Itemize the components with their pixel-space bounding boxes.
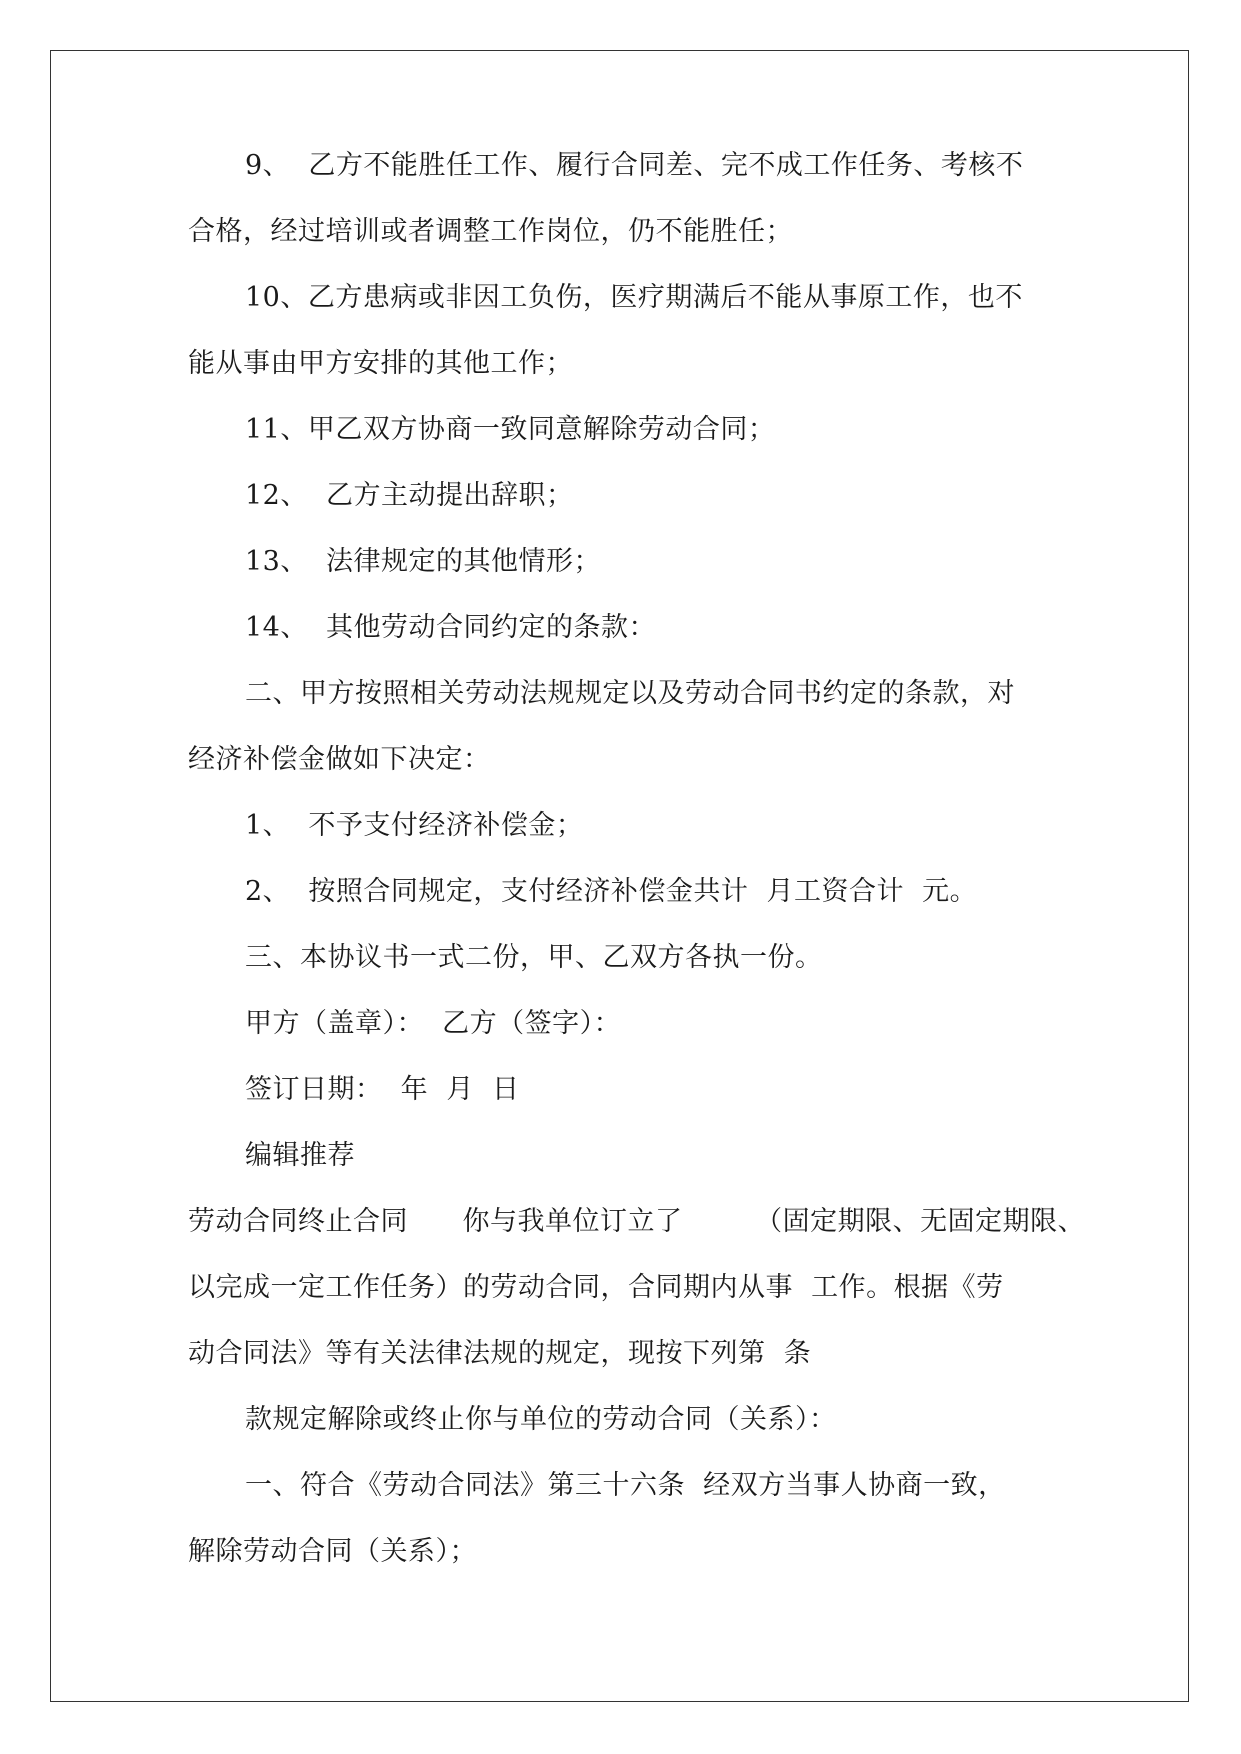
- termination-line-2: 以完成一定工作任务）的劳动合同，合同期内从事 工作。根据《劳: [188, 1272, 1004, 1303]
- clause-10-line-1: 10、乙方患病或非因工负伤，医疗期满后不能从事原工作，也不: [245, 282, 1023, 313]
- compensation-item-2: 2、 按照合同规定，支付经济补偿金共计 月工资合计 元。: [245, 876, 978, 907]
- clause-9-line-1: 9、 乙方不能胜任工作、履行合同差、完不成工作任务、考核不: [245, 150, 1024, 181]
- section-2-line-2: 经济补偿金做如下决定：: [188, 744, 491, 775]
- termination-line-3: 动合同法》等有关法律法规的规定，现按下列第 条: [188, 1338, 812, 1369]
- compensation-item-1: 1、 不予支付经济补偿金；: [245, 810, 584, 841]
- signing-date: 签订日期： 年 月 日: [245, 1074, 520, 1105]
- termination-line-1: 劳动合同终止合同 你与我单位订立了 （固定期限、无固定期限、: [188, 1206, 1086, 1237]
- section-2-line-1: 二、甲方按照相关劳动法规规定以及劳动合同书约定的条款，对: [245, 678, 1015, 709]
- termination-line-4: 款规定解除或终止你与单位的劳动合同（关系）：: [245, 1404, 837, 1435]
- signature-line: 甲方（盖章）： 乙方（签字）：: [245, 1008, 622, 1039]
- clause-14: 14、 其他劳动合同约定的条款：: [245, 612, 657, 643]
- termination-item-1-line-2: 解除劳动合同（关系）；: [188, 1536, 477, 1567]
- recommended-heading: 编辑推荐: [245, 1140, 355, 1171]
- clause-13: 13、 法律规定的其他情形；: [245, 546, 602, 577]
- clause-12: 12、 乙方主动提出辞职；: [245, 480, 574, 511]
- clause-10-line-2: 能从事由甲方安排的其他工作；: [188, 348, 573, 379]
- termination-item-1-line-1: 一、符合《劳动合同法》第三十六条 经双方当事人协商一致，: [245, 1470, 1006, 1501]
- clause-9-line-2: 合格，经过培训或者调整工作岗位，仍不能胜任；: [188, 216, 793, 247]
- clause-11: 11、甲乙双方协商一致同意解除劳动合同；: [245, 414, 776, 445]
- section-3: 三、本协议书一式二份，甲、乙双方各执一份。: [245, 942, 823, 973]
